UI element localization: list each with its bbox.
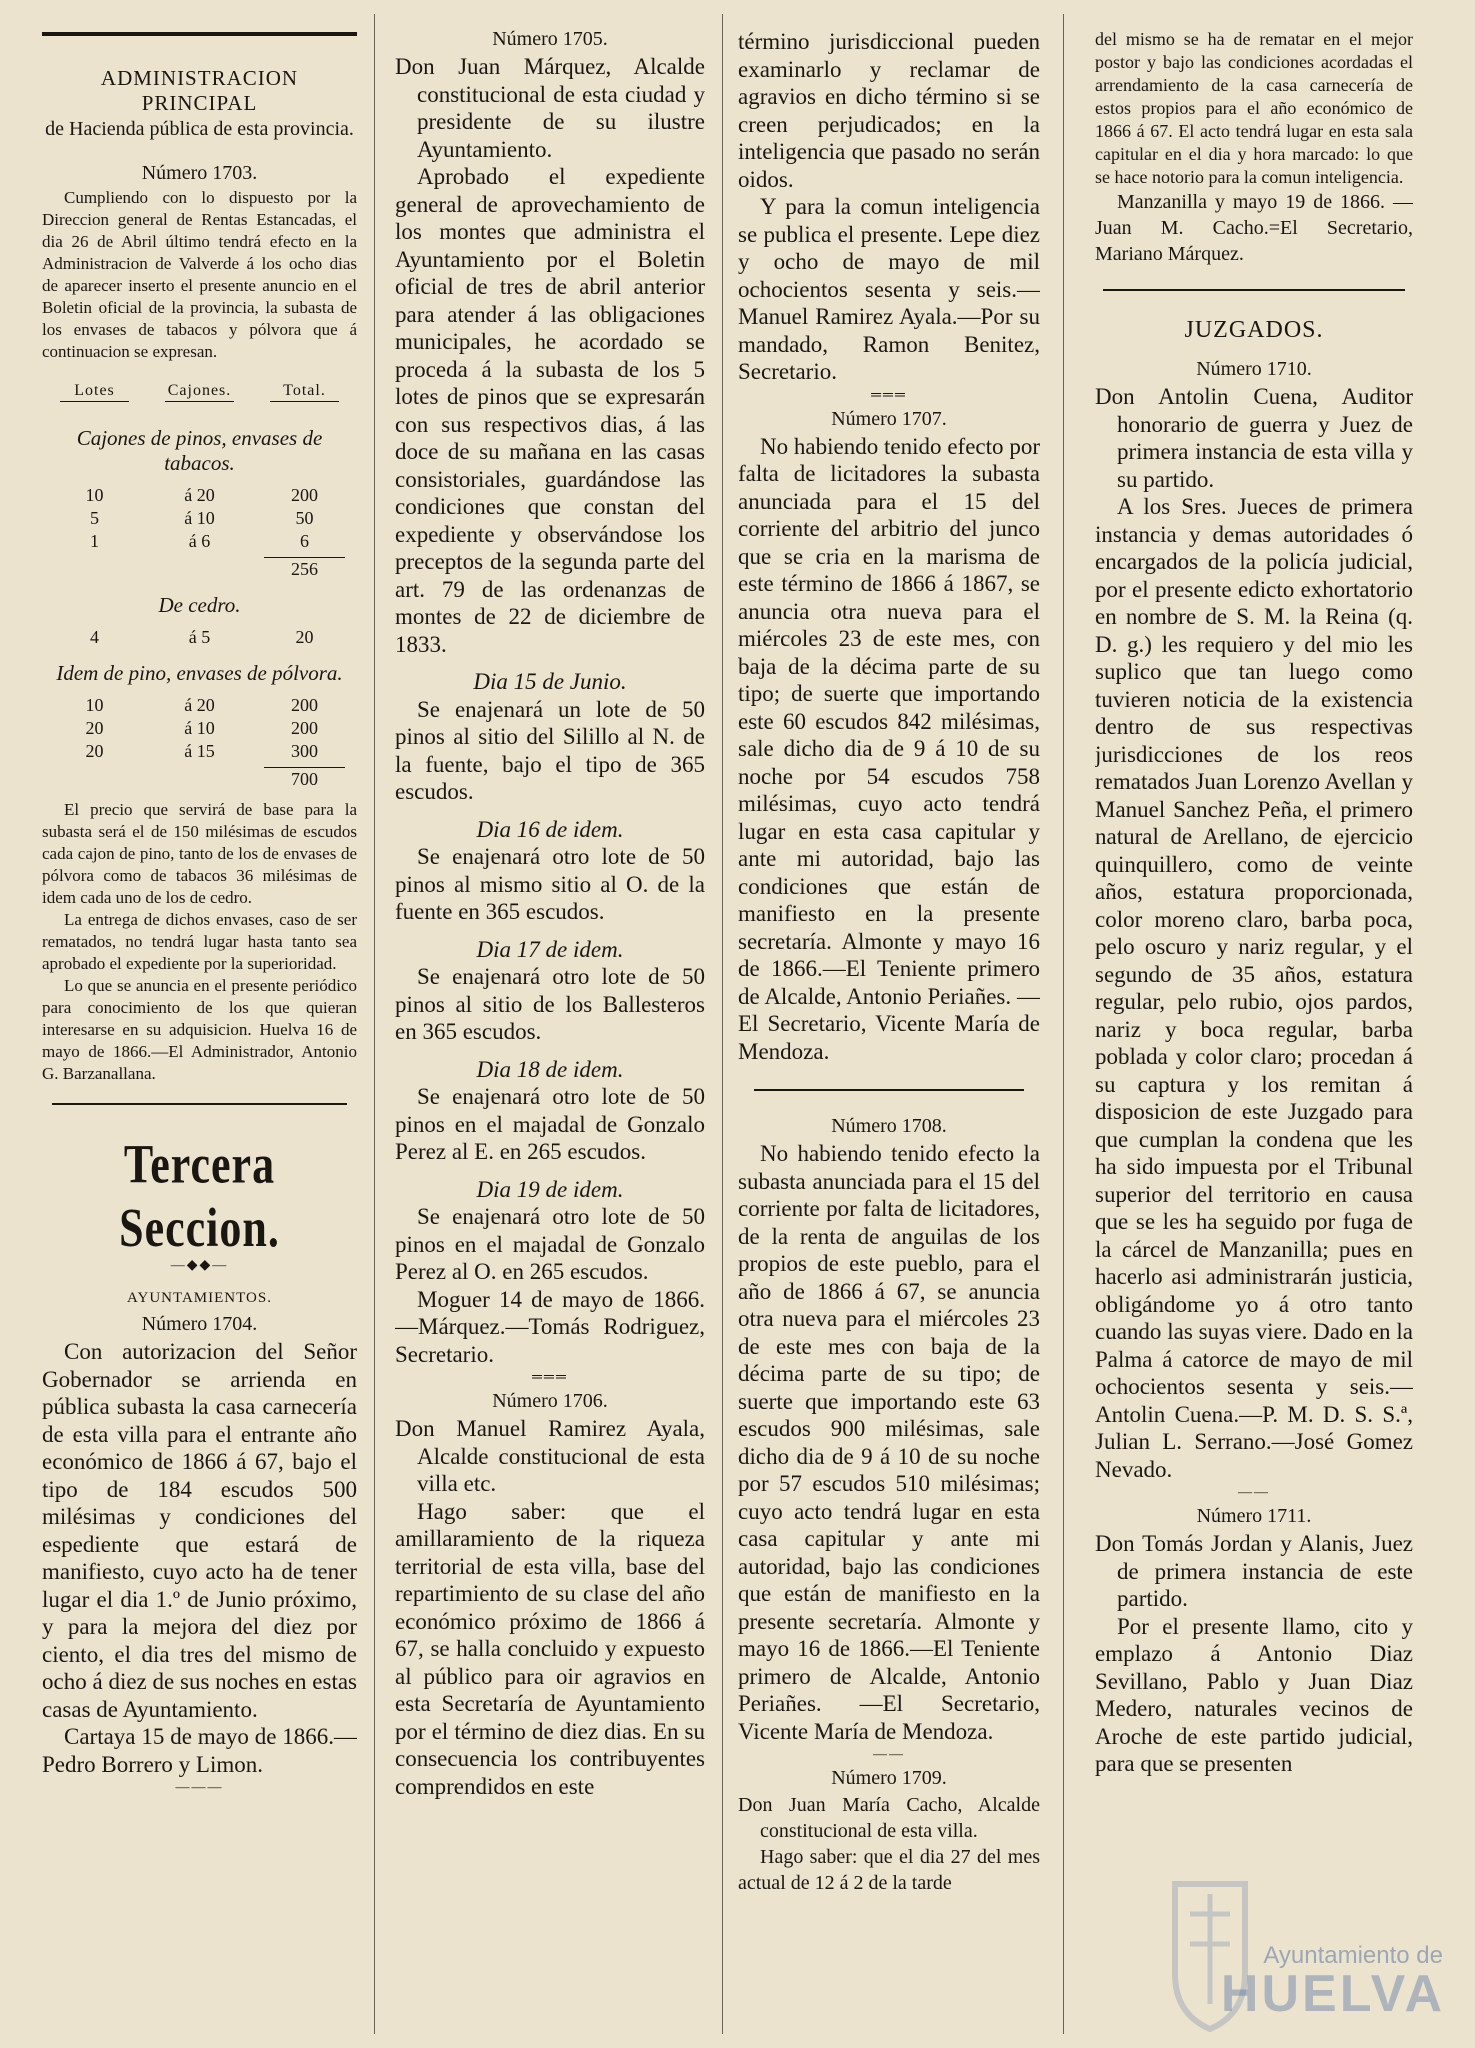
- notice-text: término jurisdiccional pueden examinarlo y reclamar de agravios en dicho término si se creen perjudicados; en la inteligencia que pasado no serán oidos.: [738, 29, 1040, 192]
- column-1: [42, 28, 357, 2028]
- notice-text: Se enajenará otro lote de 50 pinos al mismo sitio al O. de la fuente en 365 escudos.: [395, 844, 705, 924]
- notice-text: El precio que servirá de base para la subasta será el de 150 milésimas de escudos cada cajon de pino, tanto de los de envases de pólvora como de tabacos 36 milésimas de idem cada uno de los de cedro.: [42, 800, 357, 907]
- table-cell: 300: [291, 741, 318, 761]
- table-cell: 200: [291, 695, 318, 715]
- day-heading: Dia 19 de idem.: [476, 1176, 624, 1202]
- column-divider: [374, 14, 375, 2034]
- table-cell: 1: [90, 531, 99, 551]
- table-cell: 20: [85, 718, 104, 738]
- notice-text: Por el presente llamo, cito y emplazo á Antonio Diaz Sevillano, Pablo y Juan Diaz Medero, naturales vecinos de Aroche de este partido judicial, para que se presenten: [1095, 1613, 1413, 1776]
- lot-group-title: De cedro.: [158, 593, 241, 617]
- table-cell: 5: [90, 508, 99, 528]
- notice-text: Cumpliendo con lo dispuesto por la Direccion general de Rentas Estancadas, el dia 26 de Abril último tendrá efecto en la Administracion de Valverde á los ocho dias de aparecer inserto el presente anuncio en el Boletin oficial de la provincia, la subasta de los envases de tabacos y pólvora que á continuacion se expresan.: [42, 188, 357, 361]
- day-heading: Dia 16 de idem.: [476, 816, 624, 842]
- column-2: [395, 28, 705, 2028]
- table-cell: á 5: [188, 627, 211, 647]
- notice-heading: Don Juan Márquez, Alcalde constitucional de esta ciudad y presidente de su ilustre Ayuntamiento.: [395, 54, 705, 162]
- divider: ═══: [871, 387, 907, 403]
- notice-number: Número 1706.: [492, 1390, 608, 1412]
- notice-text: Y para la comun inteligencia se publica el presente. Lepe diez y ocho de mayo de mil ochocientos sesenta y seis.—Manuel Ramirez Ayala.—Por su mandado, Ramon Benitez, Secretario.: [738, 194, 1040, 384]
- notice-text: Cartaya 15 de mayo de 1866.—Pedro Borrero y Limon.: [42, 1724, 357, 1777]
- section-rule: [754, 1089, 1024, 1091]
- notice-text: Se enajenará un lote de 50 pinos al sitio del Silillo al N. de la fuente, bajo el tipo de 365 escudos.: [395, 696, 705, 804]
- column-divider: [722, 14, 723, 2034]
- table-cell: 50: [295, 508, 314, 528]
- table-cell: á 10: [184, 508, 215, 528]
- divider: ———: [175, 1780, 224, 1795]
- section-rule: [52, 1103, 347, 1105]
- lots-table: [42, 626, 357, 649]
- notice-heading: Don Juan María Cacho, Alcalde constitucional de esta villa.: [738, 1794, 1040, 1842]
- table-cell: 20: [295, 627, 314, 647]
- notice-text: Lo que se anuncia en el presente periódico para conocimiento de los que quieran interesarse en su adquisicion. Huelva 16 de mayo de 1866.—El Administrador, Antonio G. Barzanallana.: [42, 976, 357, 1083]
- divider: ═══: [532, 1370, 568, 1385]
- notice-text: Se enajenará otro lote de 50 pinos al sitio de los Ballesteros en 365 escudos.: [395, 964, 705, 1044]
- table-cell: 10: [85, 695, 104, 715]
- admin-subtitle: de Hacienda pública de esta provincia.: [45, 118, 354, 140]
- table-cell: á 6: [188, 531, 211, 551]
- lots-header: Cajones.: [165, 381, 234, 402]
- notice-heading: Don Tomás Jordan y Alanis, Juez de primera instancia de este partido.: [1095, 1531, 1413, 1611]
- admin-title: ADMINISTRACION PRINCIPAL: [100, 66, 299, 115]
- table-cell: á 10: [184, 718, 215, 738]
- notice-text: A los Sres. Jueces de primera instancia y demas autoridades ó encargados de la policía judicial, por el presente edicto exhortatorio en nombre de S. M. la Reina (q. D. g.) les requiero y del mio les suplico que tan luego como tuvieren noticia de la existencia dentro de sus respectivas jurisdicciones de los reos rematados Juan Lorenzo Avellan y Manuel Sanchez Peña, el primero natural de Arellano, de ejercicio quinquillero, como de veinte años, estatura proporcionada, color moreno claro, barba poca, pelo oscuro y nariz regular, y el segundo de 35 años, estatura regular, pelo rubio, ojos pardos, nariz y boca regular, barba poblada y color claro; procedan á su captura y los remitan á disposicion de este Juzgado para que cumplan la condena que les ha sido impuesta por el Tribunal superior del territorio en causa que se les ha seguido por fuga de la cárcel de Manzanilla; pues en hacerlo asi administrarán justicia, obligándome yo á otro tanto cuando las suyas viere. Dado en la Palma á catorce de mayo de mil ochocientos sesenta y seis.—Antolin Cuena.—P. M. D. S. S.ª, Julian L. Serrano.—José Gomez Nevado.: [1095, 494, 1413, 1482]
- watermark-city: HUELVA: [1220, 1965, 1445, 2023]
- lots-header: Lotes: [60, 381, 129, 402]
- table-cell: á 20: [184, 485, 215, 505]
- notice-text: Manzanilla y mayo 19 de 1866. —Juan M. Cacho.=El Secretario, Mariano Márquez.: [1095, 191, 1413, 265]
- notice-text: Hago saber: que el amillaramiento de la riqueza territorial de esta villa, base del repartimiento de su clase del año económico próximo de 1866 á 67, se halla concluido y expuesto al público para oir agravios en esta Secretaría de Ayuntamiento por el término de diez dias. En su consecuencia los contribuyentes comprendidos en este: [395, 1498, 705, 1799]
- table-cell: á 20: [184, 695, 215, 715]
- notice-text: Con autorizacion del Señor Gobernador se arrienda en pública subasta la casa carnecería de esta villa para el entrante año económico de 1866 á 67, bajo el tipo de 184 escudos 500 milésimas y condiciones del espediente que estará de manifiesto, cuyo acto ha de tener lugar el dia 1.º de Junio próximo, y para la mejora del diez por ciento, el dia tres del mismo de ocho á diez de sus noches en estas casas de Ayuntamiento.: [42, 1339, 357, 1722]
- notice-text: No habiendo tenido efecto por falta de licitadores la subasta anunciada para el 15 del corriente del arbitrio del junco que se cria en la marisma de este término de 1866 á 1867, se anuncia otra nueva para el miércoles 23 de este mes, con baja de la décima parte de su tipo; de suerte que importando este 60 escudos 842 milésimas, sale dicho dia de 9 á 10 de su noche por 54 escudos 758 milésimas, cuyo acto tendrá lugar en esta casa capitular y ante mi autoridad, bajo las condiciones que están de manifiesto en la presente secretaría. Almonte y mayo 16 de 1866.—El Teniente primero de Alcalde, Antonio Periañes. —El Secretario, Vicente María de Mendoza.: [738, 433, 1040, 1064]
- notice-number: Número 1703.: [141, 162, 258, 184]
- watermark-label: Ayuntamiento de: [1263, 1942, 1443, 1969]
- table-cell: 4: [90, 627, 99, 647]
- notice-number: Número 1710.: [1196, 358, 1312, 380]
- notice-number: Número 1711.: [1196, 1505, 1312, 1527]
- lots-table: [42, 694, 357, 791]
- notice-number: Número 1707.: [831, 407, 947, 430]
- section-title: JUZGADOS.: [1184, 317, 1324, 343]
- notice-text: Se enajenará otro lote de 50 pinos en el majadal de Gonzalo Perez al O. en 265 escudos.: [395, 1204, 705, 1284]
- subsection-title: AYUNTAMIENTOS.: [127, 1290, 272, 1306]
- table-cell: 20: [85, 741, 104, 761]
- header-rule: [42, 32, 357, 36]
- section-title: Tercera Seccion.: [119, 1133, 280, 1259]
- notice-text: La entrega de dichos envases, caso de ser rematados, no tendrá lugar hasta tanto sea aprobado el expediente por la superioridad.: [42, 910, 357, 973]
- table-cell: 200: [291, 718, 318, 738]
- notice-text: Hago saber: que el dia 27 del mes actual de 12 á 2 de la tarde: [738, 1846, 1040, 1894]
- notice-number: Número 1709.: [831, 1767, 947, 1789]
- day-heading: Dia 15 de Junio.: [473, 669, 627, 694]
- subtotal: 256: [264, 557, 345, 581]
- lots-table: [42, 484, 357, 581]
- divider: ——: [1238, 1485, 1270, 1500]
- section-rule: [1103, 289, 1405, 291]
- notice-text: Aprobado el expediente general de aprovechamiento de los montes que administra el Ayuntamiento por el Boletin oficial de tres de abril anterior para atender á las obligaciones municipales, he acordado se proceda á la subasta de los 5 lotes de pinos que se expresarán con sus respectivos dias, á las doce de su mañana en las casas consistoriales, guardándose las condiciones que constan del expediente y observándose los preceptos de la segunda parte del art. 79 de las ordenanzas de montes de 22 de diciembre de 1833.: [395, 164, 705, 657]
- table-cell: 6: [300, 531, 309, 551]
- lots-header: Total.: [270, 381, 339, 402]
- divider: ——: [873, 1747, 905, 1762]
- lot-group-title: Cajones de pinos, envases de tabacos.: [76, 426, 323, 475]
- subtotal: 700: [264, 767, 345, 791]
- table-cell: 10: [85, 485, 104, 505]
- notice-text: Moguer 14 de mayo de 1866.—Márquez.—Tomás Rodriguez, Secretario.: [395, 1286, 705, 1367]
- notice-heading: Don Antolin Cuena, Auditor honorario de guerra y Juez de primera instancia de esta villa y su partido.: [1095, 384, 1413, 492]
- column-3: [738, 28, 1040, 2028]
- day-heading: Dia 18 de idem.: [476, 1056, 624, 1082]
- column-4: [1095, 28, 1413, 2028]
- day-heading: Dia 17 de idem.: [476, 936, 624, 962]
- notice-number: Número 1704.: [141, 1313, 258, 1335]
- notice-number: Número 1705.: [492, 28, 608, 50]
- notice-number: Número 1708.: [831, 1115, 947, 1137]
- notice-text: del mismo se ha de rematar en el mejor postor y bajo las condiciones acordadas el arrendamiento de la casa carnecería de estos propios para el año económico de 1866 á 67. El acto tendrá lugar en esta sala capitular en el dia y hora marcado: lo que se hace notorio para la comun inteligencia.: [1095, 29, 1413, 187]
- table-cell: 200: [291, 485, 318, 505]
- column-divider: [1063, 14, 1064, 2034]
- notice-text: No habiendo tenido efecto la subasta anunciada para el 15 del corriente por falta de licitadores, de la renta de anguilas de los propios de este pueblo, para el año de 1866 á 67, se anuncia otra nueva para el miércoles 23 de este mes con baja de la décima parte de su tipo; de suerte que importando este 63 escudos 900 milésimas, sale dicho dia de 9 á 10 de su noche por 57 escudos 510 milésimas; cuyo acto tendrá lugar en esta casa capitular y ante mi autoridad, bajo las condiciones que están de manifiesto en la presente secretaría. Almonte y mayo 16 de 1866.—El Teniente primero de Alcalde, Antonio Periañes. —El Secretario, Vicente María de Mendoza.: [738, 1141, 1040, 1744]
- table-cell: á 15: [184, 741, 215, 761]
- lots-table: [42, 381, 357, 414]
- notice-heading: Don Manuel Ramirez Ayala, Alcalde constitucional de esta villa etc.: [395, 1416, 705, 1496]
- lot-group-title: Idem de pino, envases de pólvora.: [56, 661, 343, 685]
- notice-text: Se enajenará otro lote de 50 pinos en el majadal de Gonzalo Perez al E. en 265 escudos.: [395, 1084, 705, 1164]
- ornament-divider: —◆◆—: [170, 1258, 229, 1273]
